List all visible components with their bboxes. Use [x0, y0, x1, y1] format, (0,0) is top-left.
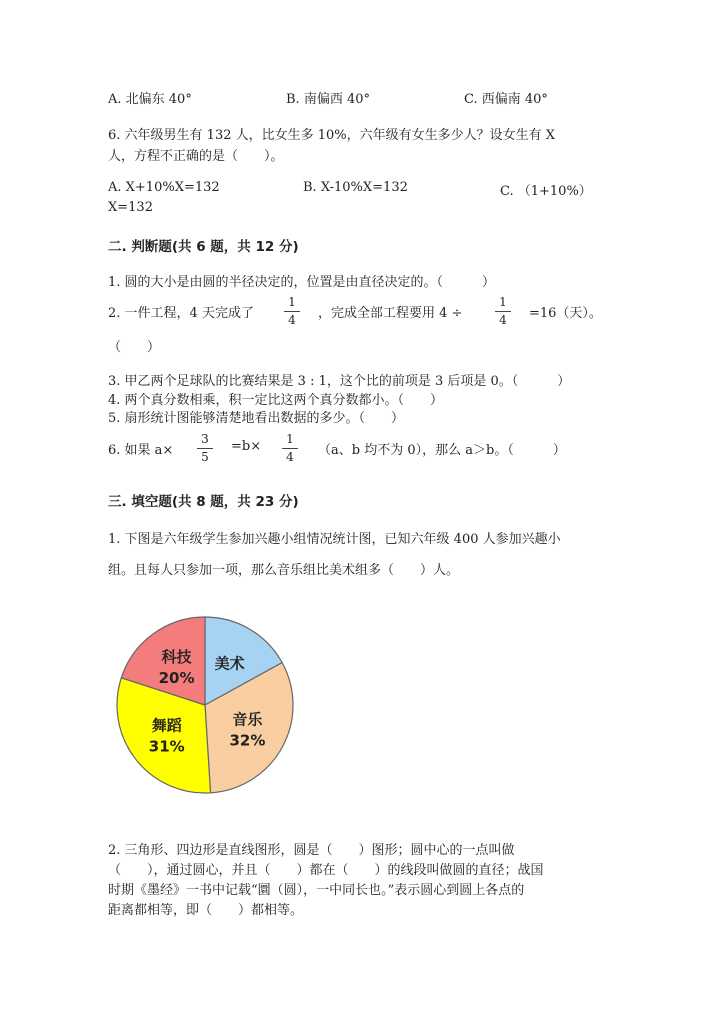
- pie-label-percent: 31%: [148, 737, 185, 756]
- s2-q1: 1. 圆的大小是由圆的半径决定的，位置是由直径决定的。（ ）: [108, 275, 496, 290]
- s2-q5: 5. 扇形统计图能够清楚地看出数据的多少。（ ）: [108, 411, 405, 426]
- s2-q2-part1: 2. 一件工程，4 天完成了: [108, 306, 254, 321]
- pie-label-percent: 20%: [158, 668, 195, 687]
- s2-q3: 3. 甲乙两个足球队的比赛结果是 3 : 1，这个比的前项是 3 后项是 0。（ ）: [108, 374, 571, 389]
- pie-label-name: 科技: [161, 647, 192, 666]
- fraction-numerator: 1: [288, 295, 296, 309]
- s2-q6-fraction1: [197, 432, 213, 465]
- q5-option-c: C. 西偏南 40°: [464, 92, 548, 107]
- q5-option-a: A. 北偏东 40°: [108, 92, 192, 107]
- section2-title: 二. 判断题(共 6 题，共 12 分): [108, 239, 299, 255]
- fraction-denominator: 4: [499, 313, 507, 327]
- fraction-numerator: 3: [201, 432, 209, 446]
- pie-label-name: 舞蹈: [151, 716, 182, 735]
- s2-q2-fraction1: [284, 295, 300, 328]
- fraction-bar: [284, 311, 300, 312]
- s2-q2-fraction2: [495, 295, 511, 328]
- pie-label-name: 音乐: [232, 710, 263, 729]
- s2-q6-part2: =b×: [231, 439, 262, 454]
- s3-q2-line3: 时期《墨经》一书中记载“圜（圆），一中同长也。”表示圆心到圆上各点的: [108, 883, 525, 898]
- fraction-bar: [197, 448, 213, 449]
- q5-option-b: B. 南偏西 40°: [286, 92, 370, 107]
- s2-q2-part3: =16（天）。: [529, 306, 602, 321]
- s3-q1-line1: 1. 下图是六年级学生参加兴趣小组情况统计图，已知六年级 400 人参加兴趣小: [108, 532, 561, 547]
- s2-q2-part2: ，完成全部工程要用 4 ÷: [318, 306, 463, 321]
- fraction-bar: [282, 448, 298, 449]
- q6-option-c-continued: X=132: [108, 200, 153, 215]
- s3-q1-line2: 组。且每人只参加一项，那么音乐组比美术组多（ ）人。: [108, 563, 460, 578]
- fraction-denominator: 5: [201, 450, 209, 464]
- pie-label-name: 美术: [214, 654, 245, 673]
- q6-text-line2: 人，方程不正确的是（ ）。: [108, 149, 284, 164]
- s3-q2-line4: 距离都相等，即（ ）都相等。: [108, 903, 304, 918]
- s2-q6-part3: （a、b 均不为 0），那么 a＞b。（ ）: [318, 443, 566, 458]
- s2-q6-fraction2: [282, 432, 298, 465]
- pie-label-percent: 32%: [229, 731, 266, 750]
- s3-q2-line1: 2. 三角形、四边形是直线图形，圆是（ ）图形；圆中心的一点叫做: [108, 843, 515, 858]
- q6-option-a: A. X+10%X=132: [108, 180, 220, 195]
- s3-q2-line2: （ ），通过圆心，并且（ ）都在（ ）的线段叫做圆的直径；战国: [108, 863, 544, 878]
- fraction-numerator: 1: [499, 295, 507, 309]
- s2-q4: 4. 两个真分数相乘，积一定比这两个真分数都小。（ ）: [108, 393, 444, 408]
- q6-text-line1: 6. 六年级男生有 132 人，比女生多 10%，六年级有女生多少人？设女生有 X: [108, 128, 556, 143]
- s2-q2-answer-paren: （ ）: [108, 340, 161, 355]
- q6-option-c: C. （1+10%）: [500, 184, 592, 199]
- fraction-denominator: 4: [288, 313, 296, 327]
- fraction-denominator: 4: [286, 450, 294, 464]
- fraction-numerator: 1: [286, 432, 294, 446]
- q6-option-b: B. X-10%X=132: [303, 180, 408, 195]
- section3-title: 三. 填空题(共 8 题，共 23 分): [108, 494, 299, 510]
- pie-chart: [105, 605, 305, 805]
- fraction-bar: [495, 311, 511, 312]
- s2-q6-part1: 6. 如果 a×: [108, 443, 174, 458]
